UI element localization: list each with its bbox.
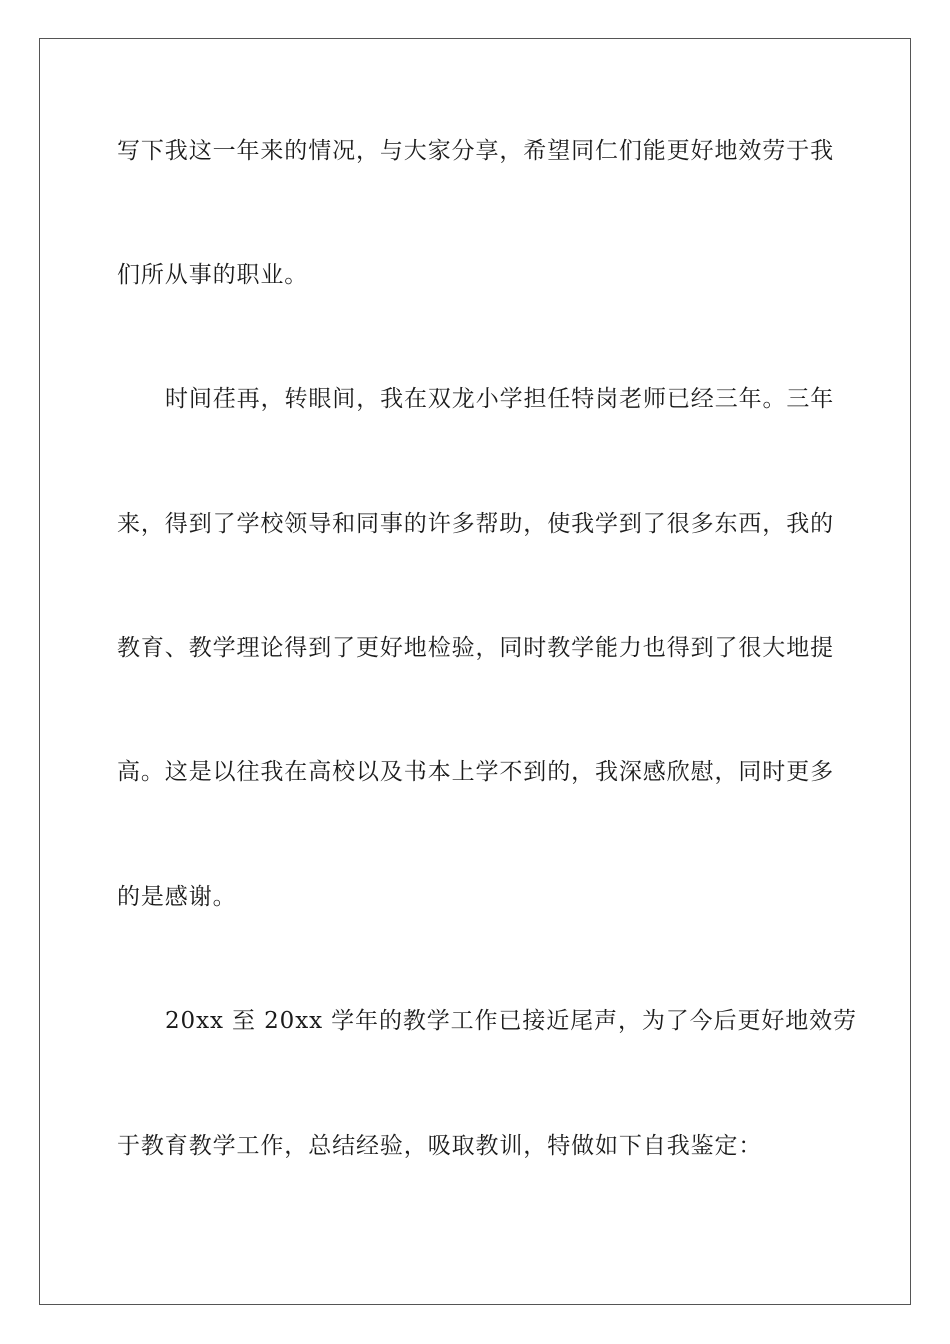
text-line-6: 高。这是以往我在高校以及书本上学不到的，我深感欣慰，同时更多 [117, 759, 834, 785]
text-line-2: 们所从事的职业。 [117, 262, 309, 288]
page-border [39, 38, 911, 1305]
text-line-9: 于教育教学工作，总结经验，吸取教训，特做如下自我鉴定： [117, 1133, 763, 1159]
text-line-4: 来，得到了学校领导和同事的许多帮助，使我学到了很多东西，我的 [117, 511, 834, 537]
text-line-3: 时间荏再，转眼间，我在双龙小学担任特岗老师已经三年。三年 [165, 386, 835, 412]
text-line-8: 20xx 至 20xx 学年的教学工作已接近尾声，为了今后更好地效劳 [165, 1008, 857, 1034]
text-line-5: 教育、教学理论得到了更好地检验，同时教学能力也得到了很大地提 [117, 635, 834, 661]
text-line-7: 的是感谢。 [117, 884, 237, 910]
text-line-1: 写下我这一年来的情况，与大家分享，希望同仁们能更好地效劳于我 [117, 138, 834, 164]
